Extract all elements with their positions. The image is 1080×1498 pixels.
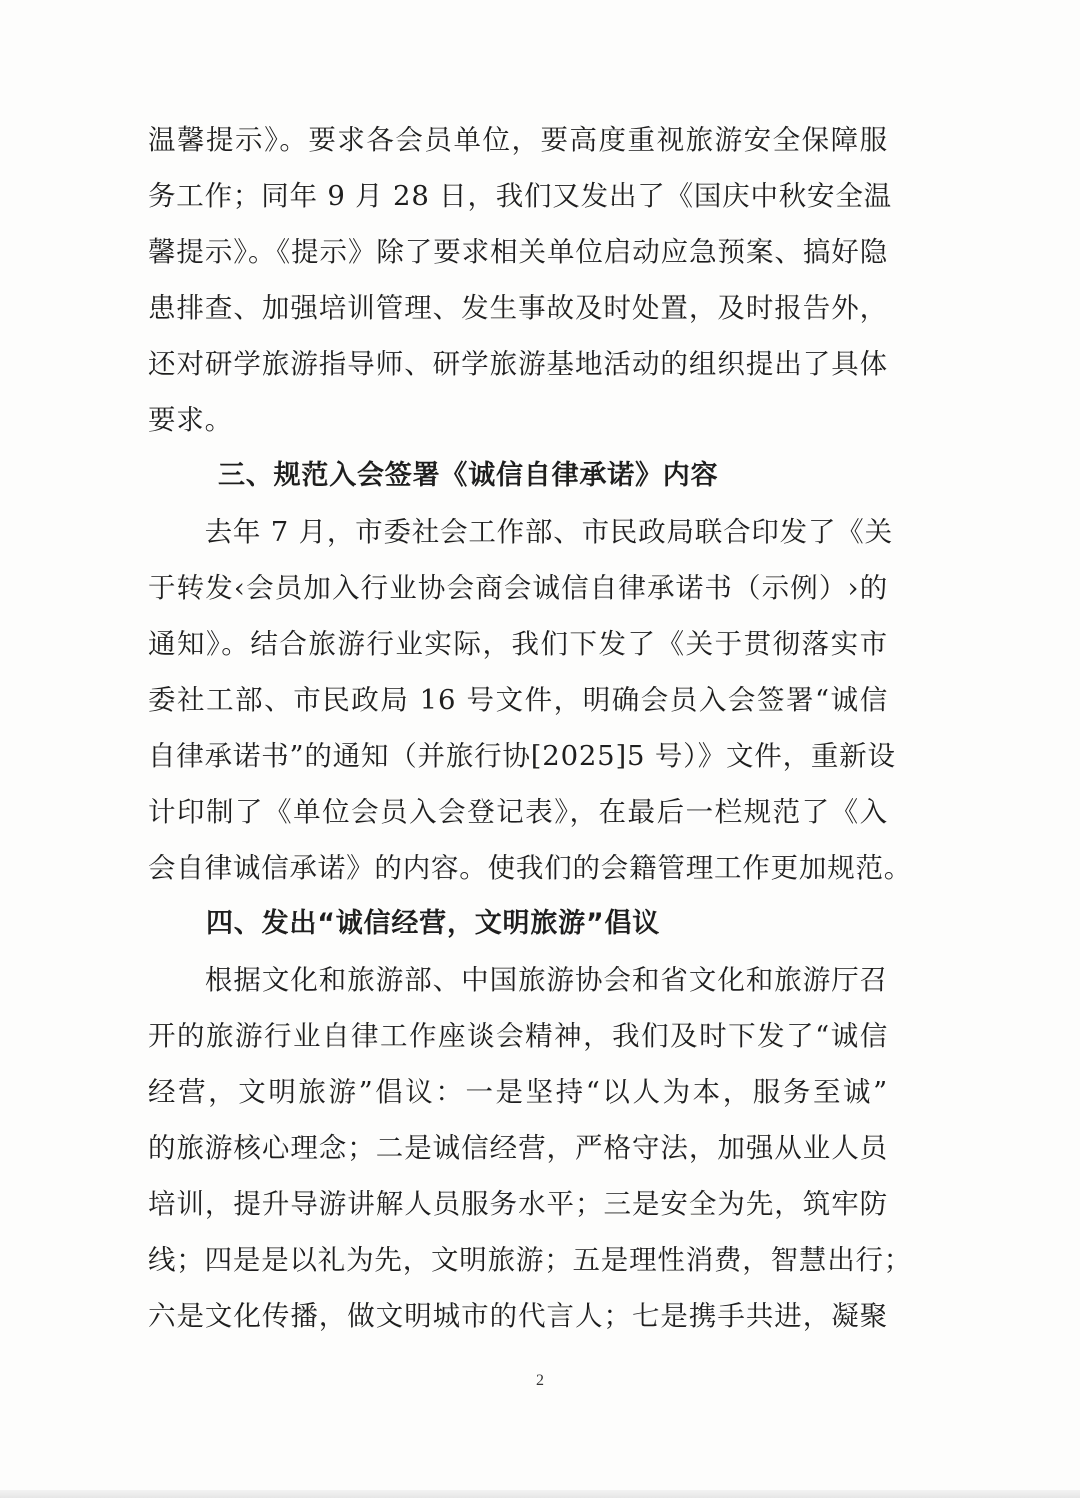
text-line: 开的旅游行业自律工作座谈会精神，我们及时下发了“诚信: [148, 1020, 888, 1052]
text-line: 的旅游核心理念；二是诚信经营，严格守法，加强从业人员: [148, 1132, 888, 1164]
text-line: 计印制了《单位会员入会登记表》，在最后一栏规范了《入: [148, 796, 888, 828]
paragraph-safety-tips: [148, 112, 892, 448]
document-body: [148, 112, 913, 1344]
text-line: 自律承诺书”的通知（并旅行协[2025]5 号）》文件，重新设: [148, 740, 896, 772]
text-line: 还对研学旅游指导师、研学旅游基地活动的组织提出了具体: [148, 348, 888, 380]
text-line: 经营，文明旅游”倡议：一是坚持“以人为本，服务至诚”: [148, 1076, 888, 1108]
section-heading-3: 三、规范入会签署《诚信自律承诺》内容: [218, 460, 719, 491]
text-line: 通知》。结合旅游行业实际，我们下发了《关于贯彻落实市: [148, 628, 888, 660]
paragraph-integrity-commitment: [148, 504, 913, 896]
text-line: 患排查、加强培训管理、发生事故及时处置，及时报告外，: [148, 292, 888, 324]
text-line: 要求。: [148, 404, 233, 436]
text-line: 委社工部、市民政局 16 号文件，明确会员入会签署“诚信: [148, 684, 888, 716]
text-line: 去年 7 月，市委社会工作部、市民政局联合印发了《关: [148, 516, 893, 548]
text-line: 务工作；同年 9 月 28 日，我们又发出了《国庆中秋安全温: [148, 180, 892, 212]
text-line: 六是文化传播，做文明城市的代言人；七是携手共进，凝聚: [148, 1300, 888, 1332]
text-line: 于转发‹会员加入行业协会商会诚信自律承诺书（示例）›的: [148, 572, 888, 604]
text-line: 线；四是是以礼为先，文明旅游；五是理性消费，智慧出行；: [148, 1244, 913, 1276]
scan-edge: [0, 1490, 1080, 1498]
page-number: 2: [536, 1372, 544, 1389]
text-line: 温馨提示》。要求各会员单位，要高度重视旅游安全保障服: [148, 124, 888, 156]
text-line: 培训，提升导游讲解人员服务水平；三是安全为先，筑牢防: [148, 1188, 888, 1220]
text-line: 馨提示》。《提示》除了要求相关单位启动应急预案、搞好隐: [148, 236, 888, 268]
section-heading-4: 四、发出“诚信经营，文明旅游”倡议: [206, 908, 661, 939]
text-line: 根据文化和旅游部、中国旅游协会和省文化和旅游厅召: [148, 964, 888, 996]
text-line: 会自律诚信承诺》的内容。使我们的会籍管理工作更加规范。: [148, 852, 913, 884]
paragraph-initiative: [148, 952, 913, 1344]
